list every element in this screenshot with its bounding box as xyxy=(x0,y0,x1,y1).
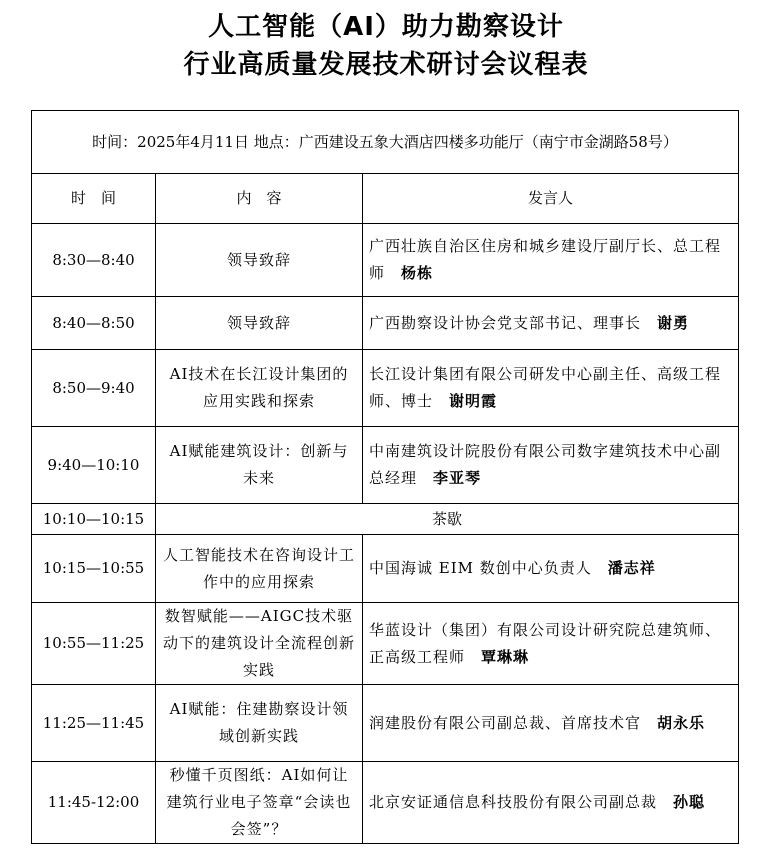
speaker-name: 谢勇 xyxy=(657,313,690,332)
event-info: 时间：2025年4月11日 地点：广西建设五象大酒店四楼多功能厅（南宁市金湖路58号） xyxy=(32,111,739,174)
row-time: 8:30—8:40 xyxy=(32,224,156,297)
table-row xyxy=(32,535,739,603)
header-speaker: 发言人 xyxy=(363,174,739,224)
row-speaker xyxy=(363,685,739,762)
row-speaker xyxy=(363,297,739,350)
table-row xyxy=(32,762,739,844)
row-time: 10:55—11:25 xyxy=(32,603,156,685)
row-speaker xyxy=(363,350,739,427)
speaker-title: 广西壮族自治区住房和城乡建设厅副厅长、总工程师 xyxy=(369,237,722,282)
row-time: 8:50—9:40 xyxy=(32,350,156,427)
info-row xyxy=(32,111,739,174)
speaker-name: 谢明霞 xyxy=(449,392,498,410)
row-content: AI赋能：住建勘察设计领域创新实践 xyxy=(156,685,363,762)
row-time: 11:45-12:00 xyxy=(32,762,156,844)
header-time: 时 间 xyxy=(32,174,156,224)
speaker-name: 李亚琴 xyxy=(433,469,482,487)
row-content: AI赋能建筑设计：创新与未来 xyxy=(156,427,363,504)
table-row xyxy=(32,504,739,535)
table-row xyxy=(32,224,739,297)
row-content: 人工智能技术在咨询设计工作中的应用探索 xyxy=(156,535,363,603)
header-row xyxy=(32,174,739,224)
speaker-name: 覃琳琳 xyxy=(481,647,530,666)
speaker-title: 中南建筑设计院股份有限公司数字建筑技术中心副总经理 xyxy=(369,442,722,487)
row-content: 数智赋能——AIGC技术驱动下的建筑设计全流程创新实践 xyxy=(156,603,363,685)
speaker-name: 潘志祥 xyxy=(607,559,656,577)
table-row xyxy=(32,350,739,427)
row-content: 秒懂千页图纸：AI如何让建筑行业电子签章“会读也会签”？ xyxy=(156,762,363,844)
row-content: 领导致辞 xyxy=(156,224,363,297)
header-content: 内 容 xyxy=(156,174,363,224)
row-time: 9:40—10:10 xyxy=(32,427,156,504)
speaker-title: 广西勘察设计协会党支部书记、理事长 xyxy=(369,313,642,332)
page-title-line1: 人工智能（AI）助力勘察设计 xyxy=(208,12,564,42)
speaker-name: 胡永乐 xyxy=(657,713,706,732)
table-row xyxy=(32,427,739,504)
speaker-title: 润建股份有限公司副总裁、首席技术官 xyxy=(369,713,642,732)
table-row xyxy=(32,603,739,685)
row-speaker xyxy=(363,535,739,603)
row-time: 8:40—8:50 xyxy=(32,297,156,350)
speaker-name: 杨栋 xyxy=(401,264,434,282)
agenda-table xyxy=(31,110,739,844)
speaker-title: 中国海诚 EIM 数创中心负责人 xyxy=(369,559,592,577)
table-row xyxy=(32,685,739,762)
tea-break: 茶歇 xyxy=(156,504,739,535)
speaker-title: 长江设计集团有限公司研发中心副主任、高级工程师、博士 xyxy=(369,365,722,410)
row-time: 11:25—11:45 xyxy=(32,685,156,762)
row-speaker xyxy=(363,762,739,844)
row-time: 10:10—10:15 xyxy=(32,504,156,535)
row-time: 10:15—10:55 xyxy=(32,535,156,603)
speaker-name: 孙聪 xyxy=(673,793,706,811)
page-title-line2: 行业高质量发展技术研讨会议程表 xyxy=(183,50,589,80)
row-content: AI技术在长江设计集团的应用实践和探索 xyxy=(156,350,363,427)
row-content: 领导致辞 xyxy=(156,297,363,350)
row-speaker xyxy=(363,224,739,297)
speaker-title: 北京安证通信息科技股份有限公司副总裁 xyxy=(369,793,658,811)
row-speaker xyxy=(363,427,739,504)
speaker-title: 华蓝设计（集团）有限公司设计研究院总建筑师、正高级工程师 xyxy=(369,620,722,666)
row-speaker xyxy=(363,603,739,685)
table-row xyxy=(32,297,739,350)
